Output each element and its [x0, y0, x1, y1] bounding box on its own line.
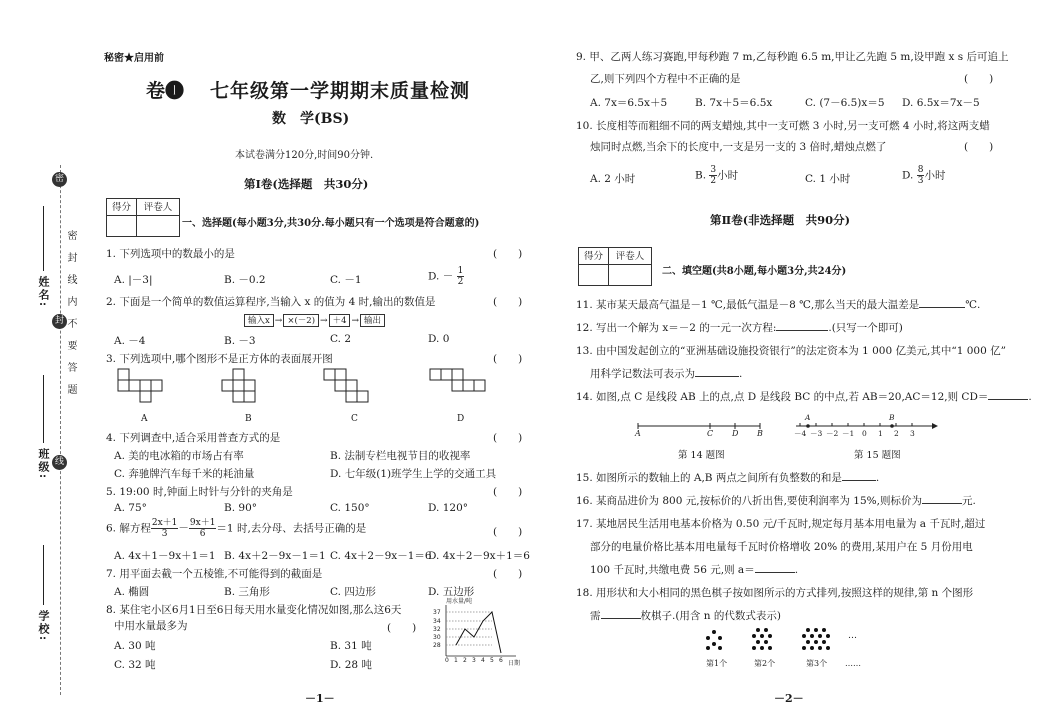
fig14-point-b: B — [757, 429, 763, 436]
fig18-patterns — [700, 624, 870, 672]
q1-opt-d[interactable] — [428, 266, 464, 287]
q11-blank[interactable] — [919, 307, 965, 308]
q3-answer[interactable]: ( ) — [493, 353, 523, 365]
q8-chart-xlabel: 日期 — [508, 660, 521, 667]
class-label: 班级: — [37, 448, 50, 481]
q8-water-line — [456, 612, 501, 653]
flow-multiply: ×(－2) — [283, 314, 319, 327]
q16: 16. 某商品进价为 800 元,按标价的八折出售,要使利润率为 15%,则标价为 元. — [576, 495, 976, 507]
section2-heading: 二、填空题(共8小题,每小题3分,共24分) — [662, 266, 847, 277]
q10-stem: 10. 长度相等而粗细不同的两支蜡烛,其中一支可燃 3 小时,另一支可燃 4 小时,将这两支蜡 — [576, 120, 990, 132]
q1-opt-a[interactable]: A. |－3| — [114, 274, 153, 286]
q6-opt-c[interactable]: C. 4x＋2－9x－1＝6 — [330, 550, 432, 562]
grader-header: 评卷人 — [137, 199, 179, 216]
q18: 18. 用形状和大小相同的黑色棋子按如图所示的方式排列,按照这样的规律,第 n 个图形 — [576, 587, 974, 599]
q14: 14. 如图,点 C 是线段 AB 上的点,点 D 是线段 BC 的中点,若 AB＝20,AC＝12,则 CD＝ . — [576, 391, 1032, 403]
q16-blank[interactable] — [922, 503, 962, 504]
q4-opt-b[interactable]: B. 法制专栏电视节目的收视率 — [330, 450, 471, 462]
q7-opt-c[interactable]: C. 四边形 — [330, 586, 376, 598]
q13-line2: 用科学记数法可表示为 . — [590, 368, 743, 380]
fig18-label-1: 第1个 — [706, 659, 728, 668]
q12: 12. 写出一个解为 x＝－2 的一元一次方程: .(只写一个即可) — [576, 322, 903, 334]
q8-xtick: 3 — [472, 657, 476, 664]
q4-opt-a[interactable]: A. 美的电冰箱的市场占有率 — [114, 450, 244, 462]
q5-opt-d[interactable]: D. 120° — [428, 502, 469, 514]
q4-opt-d[interactable]: D. 七年级(1)班学生上学的交通工具 — [330, 468, 497, 480]
q8-opt-c[interactable]: C. 32 吨 — [114, 659, 156, 671]
fig18-more: …… — [845, 659, 861, 668]
q3-opt-a[interactable]: A — [141, 414, 148, 424]
q3-nets-figure — [112, 366, 512, 412]
fig15-tick: －4 — [794, 429, 807, 438]
q8-opt-a[interactable]: A. 30 吨 — [114, 640, 156, 652]
fig15-tick: －3 — [810, 429, 823, 438]
q8-opt-b[interactable]: B. 31 吨 — [330, 640, 372, 652]
fig15-tick: 3 — [910, 429, 915, 438]
q6-stem-pre: 6. 解方程 — [106, 522, 151, 535]
q8-xtick: 5 — [490, 657, 494, 664]
q10-opt-c[interactable]: C. 1 小时 — [805, 173, 851, 185]
q2-opt-a[interactable]: A. －4 — [114, 335, 146, 347]
q10-opt-d-label: D. — [902, 169, 917, 182]
q6-opt-d[interactable]: D. 4x＋2－9x＋1＝6 — [428, 550, 530, 562]
fold-line — [60, 165, 61, 695]
page-number-1: －1－ — [305, 692, 335, 705]
q3-stem: 3. 下列选项中,哪个图形不是正方体的表面展开图 — [106, 353, 333, 365]
pattern-3 — [802, 628, 830, 650]
q8-xtick: 1 — [454, 657, 458, 664]
q10-opt-b[interactable] — [695, 165, 738, 186]
q8-xtick: 4 — [481, 657, 485, 664]
name-label: 姓名: — [37, 276, 50, 309]
q8-xtick: 2 — [463, 657, 467, 664]
grader-cell[interactable] — [609, 265, 651, 285]
q10-opt-d-fraction: $\frac{8}{3}$ — [917, 165, 924, 186]
q7-stem: 7. 用平面去截一个五棱锥,不可能得到的截面是 — [106, 568, 323, 580]
q6-stem — [106, 518, 366, 539]
fig15-tick: 1 — [878, 429, 883, 438]
q1-opt-d-label: D. － — [428, 270, 454, 283]
score-cell[interactable] — [579, 265, 609, 285]
q3-opt-b[interactable]: B — [245, 414, 252, 424]
q6-stem-post: ＝1 时,去分母、去括号正确的是 — [216, 522, 367, 535]
q8-answer[interactable]: ( ) — [387, 622, 417, 634]
q17-line2: 部分的电量价格比基本用电量每千瓦时价格增收 20% 的费用,某用户在 5 月份用电 — [590, 541, 973, 553]
net-d — [430, 369, 485, 391]
q9-answer[interactable]: ( ) — [964, 73, 994, 85]
seal-mark-3: 线 — [52, 455, 67, 470]
flow-add: ＋4 — [329, 314, 351, 327]
pattern-2 — [752, 628, 772, 650]
q7-opt-b[interactable]: B. 三角形 — [224, 586, 270, 598]
q9-opt-a[interactable]: A. 7x＝6.5x＋5 — [590, 97, 668, 109]
q8-stem2: 中用水量最多为 — [114, 620, 188, 632]
seal-mark-2: 封 — [52, 314, 67, 329]
q10-opt-b-fraction: $\frac{3}{2}$ — [710, 165, 717, 186]
q6-frac2: $\frac{9x+1}{6}$ — [189, 518, 216, 539]
q8-xtick: 0 — [445, 657, 449, 664]
page-number-2: －2－ — [774, 692, 804, 705]
q6-frac1: $\frac{2x+1}{3}$ — [151, 518, 178, 539]
q4-stem: 4. 下列调查中,适合采用普查方式的是 — [106, 432, 281, 444]
fig15-tick: －1 — [842, 429, 855, 438]
q7-opt-a[interactable]: A. 椭圆 — [114, 586, 150, 598]
q9-opt-d[interactable]: D. 6.5x＝7x－5 — [902, 97, 980, 109]
q8-xtick: 6 — [499, 657, 503, 664]
q3-opt-c[interactable]: C — [351, 414, 358, 424]
q2-stem: 2. 下面是一个简单的数值运算程序,当输入 x 的值为 4 时,输出的数值是 — [106, 296, 436, 308]
fig18-label-2: 第2个 — [754, 659, 776, 668]
q1-stem: 1. 下列选项中的数最小的是 — [106, 248, 235, 260]
q9-opt-c[interactable]: C. (7－6.5)x＝5 — [805, 97, 885, 109]
fig18-label-3: 第3个 — [806, 659, 828, 668]
flow-output: 输出 — [360, 314, 385, 327]
q18-blank[interactable] — [601, 618, 641, 619]
fig15-tick: 0 — [862, 429, 867, 438]
q8-ytick: 30 — [433, 634, 441, 641]
q2-opt-b[interactable]: B. －3 — [224, 335, 256, 347]
q1-opt-b[interactable]: B. －0.2 — [224, 274, 266, 286]
score-table-2 — [578, 247, 652, 286]
exam-number: 卷❶ — [146, 80, 185, 102]
q17: 17. 某地居民生活用电基本价格为 0.50 元/千瓦时,规定每月基本用电量为 a 千瓦时,超过 — [576, 518, 986, 530]
q1-opt-c[interactable]: C. －1 — [330, 274, 362, 286]
q15-blank[interactable] — [842, 480, 876, 481]
q9-stem2: 乙,则下列四个方程中不正确的是 — [590, 73, 741, 85]
net-b — [222, 369, 255, 402]
q17-blank[interactable] — [755, 572, 795, 573]
q8-water-chart — [432, 596, 530, 674]
q12-blank[interactable] — [776, 330, 828, 331]
q5-opt-b[interactable]: B. 90° — [224, 502, 258, 514]
score-table — [106, 198, 180, 237]
exam-info: 本试卷满分120分,时间90分钟. — [235, 150, 374, 161]
part2-heading: 第Ⅱ卷(非选择题 共90分) — [710, 213, 851, 227]
q8-ytick: 32 — [433, 626, 441, 633]
score-cell[interactable] — [107, 216, 137, 236]
name-line[interactable] — [43, 206, 44, 271]
q17-line3: 100 千瓦时,共缴电费 56 元,则 a＝ . — [590, 564, 799, 576]
q10-opt-a[interactable]: A. 2 小时 — [590, 173, 636, 185]
class-line[interactable] — [43, 375, 44, 443]
q9-stem: 9. 甲、乙两人练习赛跑,甲每秒跑 7 m,乙每秒跑 6.5 m,甲让乙先跑 5 m,设甲跑 x s 后可追上 — [576, 51, 1009, 63]
grader-header: 评卷人 — [609, 248, 651, 265]
seal-mark-1: 密 — [52, 172, 67, 187]
flow-input: 输入x — [244, 314, 274, 327]
q7-opt-d[interactable]: D. 五边形 — [428, 586, 475, 598]
fig18-ellipsis: … — [848, 631, 857, 641]
q2-answer[interactable]: ( ) — [493, 296, 523, 308]
q1-opt-d-fraction: $\frac{1}{2}$ — [457, 266, 464, 287]
fig14-point-c: C — [707, 429, 714, 436]
secret-label: 秘密★启用前 — [104, 53, 164, 64]
q13-blank[interactable] — [695, 376, 739, 377]
part1-heading: 第Ⅰ卷(选择题 共30分) — [244, 177, 369, 191]
fig15-point-b: B — [889, 413, 895, 422]
q10-opt-d-unit: 小时 — [924, 169, 946, 182]
q6-opt-b[interactable]: B. 4x＋2－9x－1＝1 — [224, 550, 326, 562]
q9-opt-b[interactable]: B. 7x＋5＝6.5x — [695, 97, 773, 109]
score-header: 得分 — [107, 199, 137, 216]
q1-answer[interactable]: ( ) — [493, 248, 523, 260]
q10-opt-b-label: B. — [695, 169, 710, 182]
q6-minus: － — [178, 522, 189, 535]
fig14-point-a: A — [635, 429, 641, 436]
pattern-1 — [706, 630, 722, 650]
q4-opt-c[interactable]: C. 奔驰牌汽车每千米的耗油量 — [114, 468, 255, 480]
q7-answer[interactable]: ( ) — [493, 568, 523, 580]
q2-opt-d[interactable]: D. 0 — [428, 333, 450, 345]
q3-opt-d[interactable]: D — [457, 414, 465, 424]
q8-stem: 8. 某住宅小区6月1日至6日每天用水量变化情况如图,那么这6天 — [106, 604, 402, 616]
section1-heading: 一、选择题(每小题3分,共30分.每小题只有一个选项是符合题意的) — [182, 218, 480, 229]
seal-warning-text: 密 封 线 内 不 要 答 题 — [65, 230, 76, 395]
q13: 13. 由中国发起创立的“亚洲基础设施投资银行”的法定资本为 1 000 亿美元,其中“1 000 亿” — [576, 345, 1006, 357]
net-c — [324, 369, 368, 402]
q5-stem: 5. 19:00 时,钟面上时针与分针的夹角是 — [106, 486, 293, 498]
q2-opt-c[interactable]: C. 2 — [330, 333, 352, 345]
q8-chart-ylabel: 用水量/吨 — [446, 598, 473, 605]
fig15-caption: 第 15 题图 — [854, 450, 901, 461]
fig14-point-d: D — [732, 429, 739, 436]
q6-answer[interactable]: ( ) — [493, 526, 523, 538]
q10-opt-d[interactable] — [902, 165, 945, 186]
fig15-number-line — [792, 410, 942, 440]
q14-blank[interactable] — [988, 399, 1028, 400]
fig15-tick: 2 — [894, 429, 899, 438]
subject-title: 数 学(BS) — [272, 111, 350, 127]
fig15-point-a: A — [805, 413, 811, 422]
fig14-segment — [632, 410, 772, 436]
q5-opt-c[interactable]: C. 150° — [330, 502, 370, 514]
school-line[interactable] — [43, 545, 44, 605]
q4-answer[interactable]: ( ) — [493, 432, 523, 444]
right-page — [532, 0, 1064, 720]
q6-opt-a[interactable]: A. 4x＋1－9x＋1＝1 — [114, 550, 216, 562]
grader-cell[interactable] — [137, 216, 179, 236]
q18-line2: 需 枚棋子.(用含 n 的代数式表示) — [590, 610, 781, 622]
q2-flowchart: 输入x → ×(－2) → ＋4 → 输出 — [244, 313, 385, 327]
q8-ytick: 37 — [433, 609, 441, 616]
q10-opt-b-unit: 小时 — [717, 169, 739, 182]
fig14-caption: 第 14 题图 — [678, 450, 725, 461]
q15: 15. 如图所示的数轴上的 A,B 两点之间所有负整数的和是 . — [576, 472, 880, 484]
q10-answer[interactable]: ( ) — [964, 141, 994, 153]
net-a — [118, 369, 162, 402]
q8-opt-d[interactable]: D. 28 吨 — [330, 659, 372, 671]
score-header: 得分 — [579, 248, 609, 265]
q8-ytick: 28 — [433, 642, 441, 649]
school-label: 学校: — [37, 610, 50, 643]
fig15-tick: －2 — [826, 429, 839, 438]
q5-opt-a[interactable]: A. 75° — [114, 502, 147, 514]
q5-answer[interactable]: ( ) — [493, 486, 523, 498]
q11: 11. 某市某天最高气温是－1 ℃,最低气温是－8 ℃,那么当天的最大温差是 ℃. — [576, 299, 981, 311]
q8-ytick: 34 — [433, 618, 441, 625]
exam-title: 七年级第一学期期末质量检测 — [210, 80, 471, 102]
q10-stem2: 烛同时点燃,当余下的长度中,一支是另一支的 3 倍时,蜡烛点燃了 — [590, 141, 887, 153]
